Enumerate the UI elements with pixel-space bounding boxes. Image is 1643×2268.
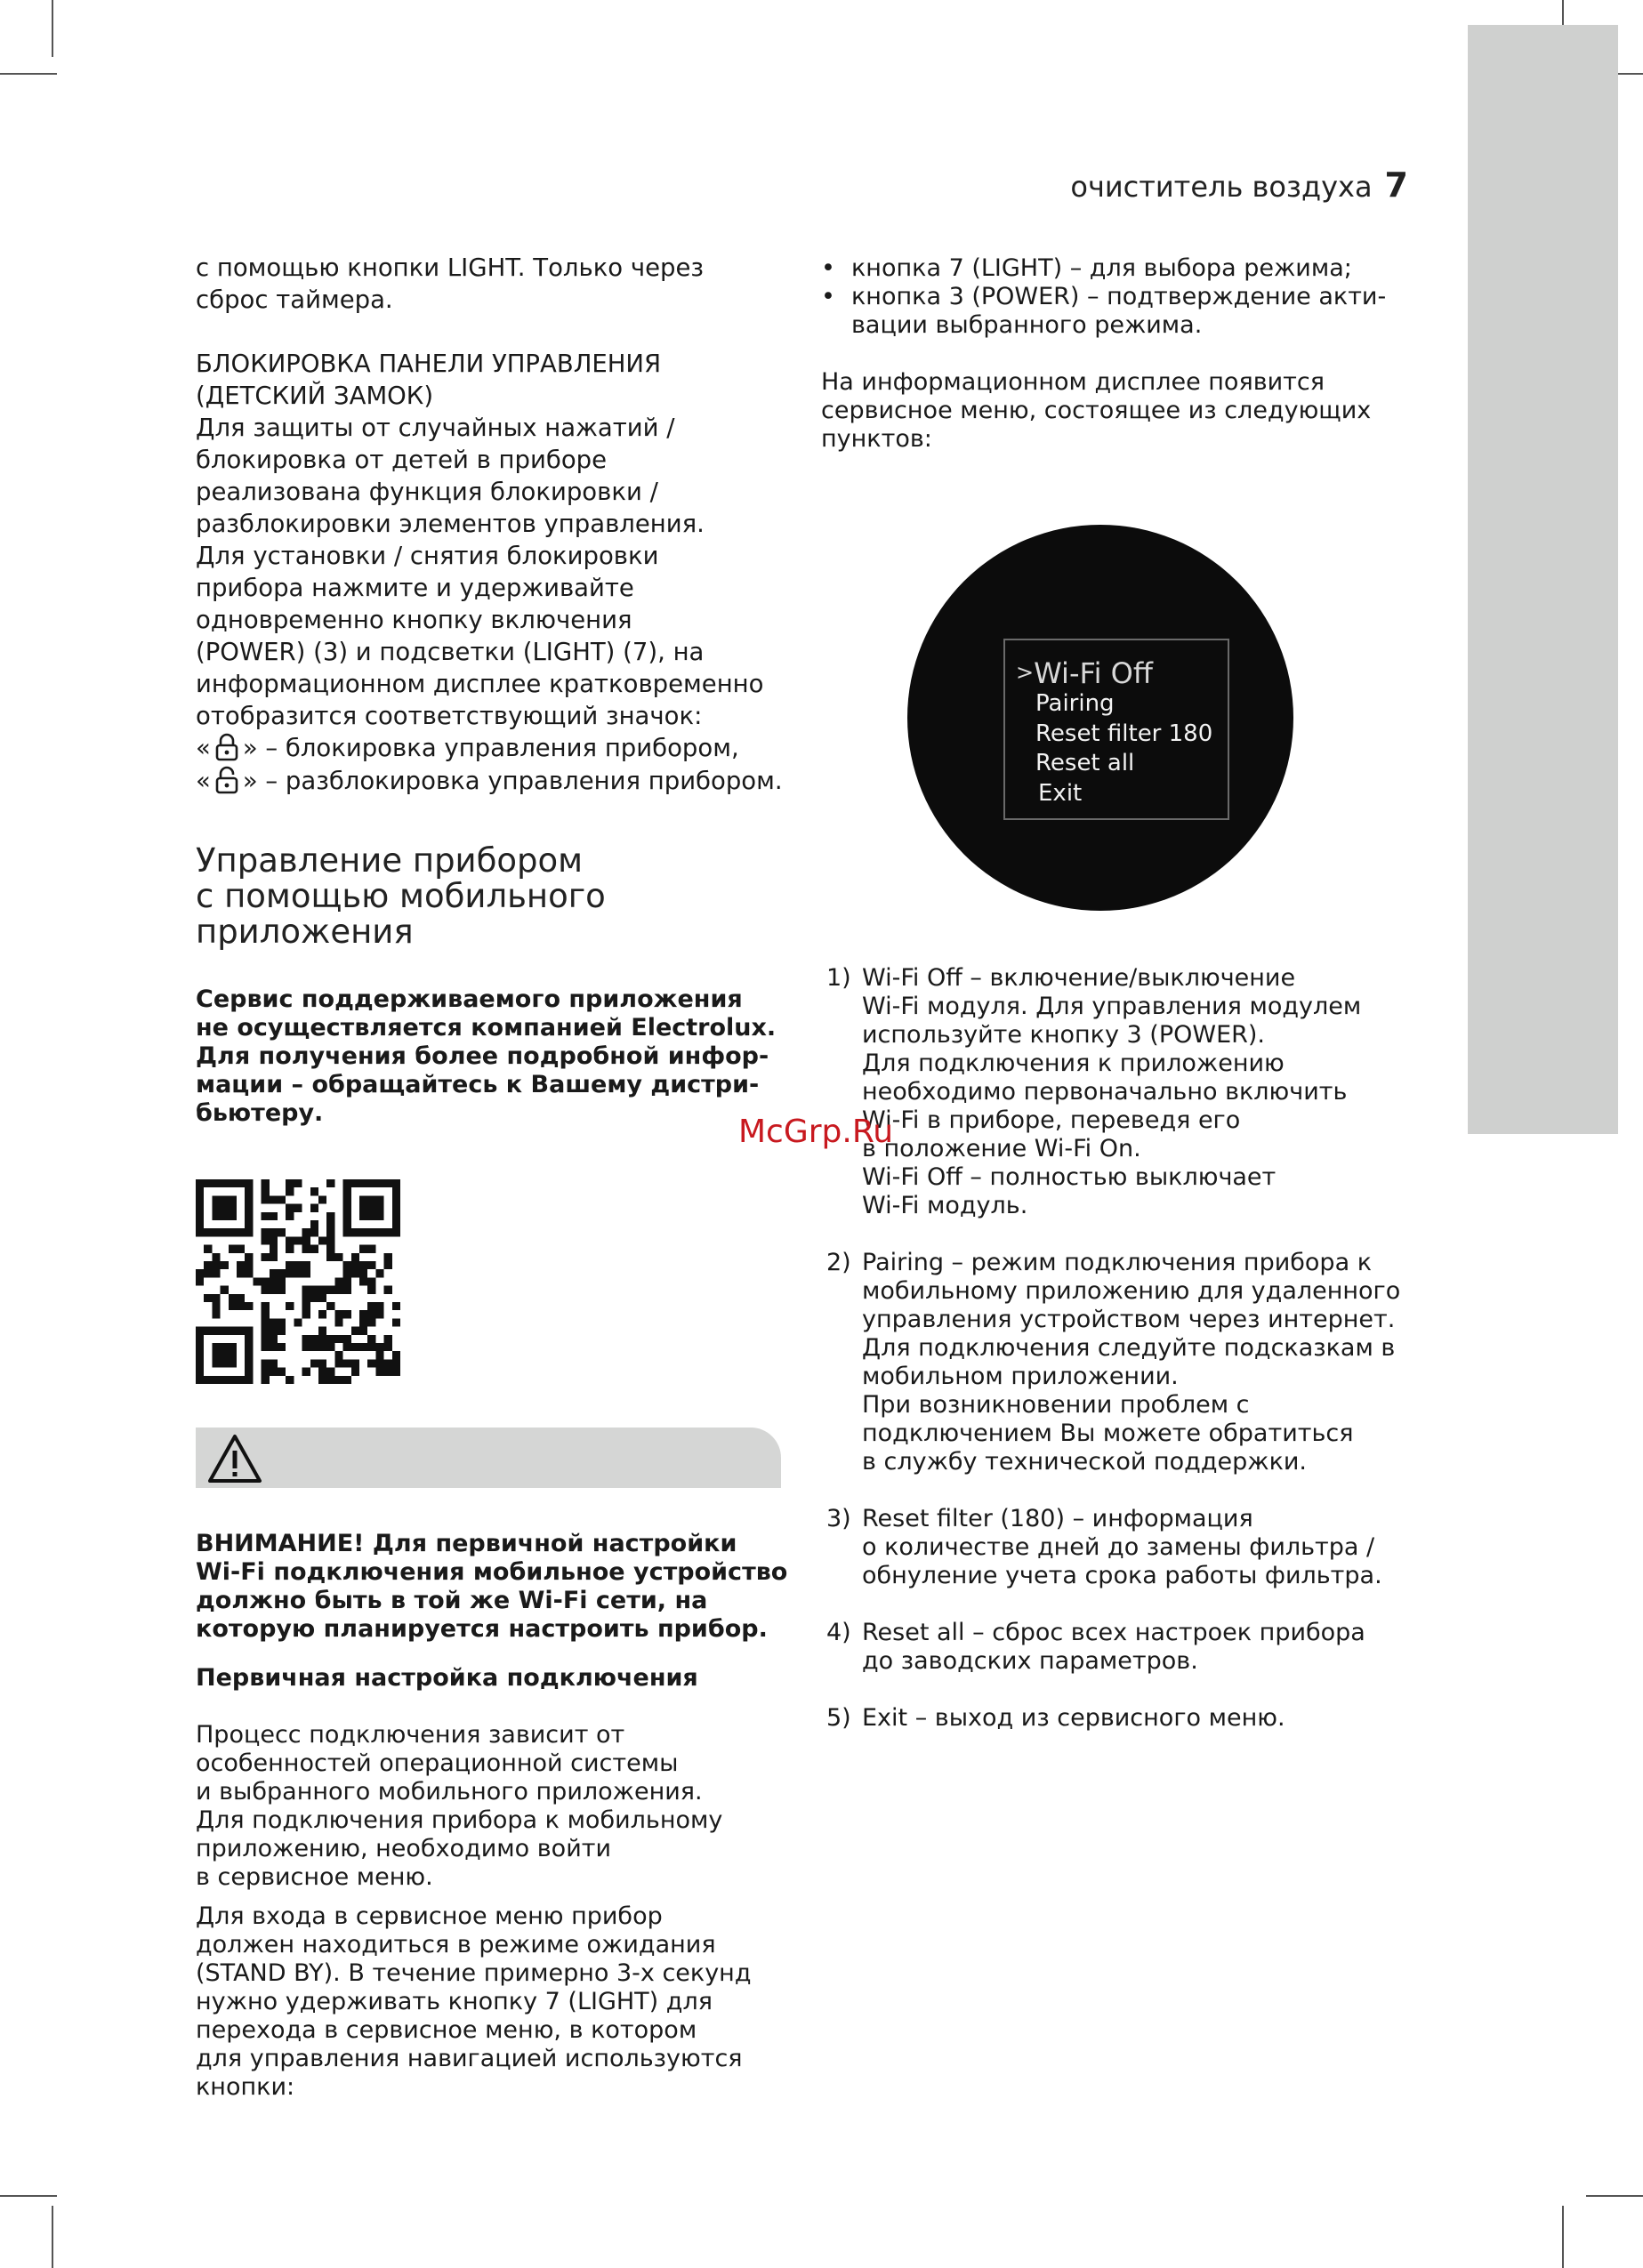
- list-item: • кнопка 7 (LIGHT) – для выбора режима;: [821, 254, 1426, 283]
- menu-item: Reset all: [1035, 750, 1135, 776]
- crop-mark: [0, 73, 57, 75]
- service-menu-display: [1003, 639, 1229, 820]
- crop-mark: [1586, 2195, 1643, 2197]
- crop-mark: [0, 2195, 57, 2197]
- menu-selected: >Wi-Fi Off: [1016, 656, 1153, 690]
- button-list: [821, 254, 1426, 340]
- list-item: 5) Exit – выход из сервисного меню.: [826, 1704, 1285, 1732]
- menu-item: Reset filter 180: [1035, 720, 1213, 747]
- setup-paragraph-1: Процесс подключения зависит от особенностей операционной системы и выбранного мобильного приложения. Для подключения прибора к мобильному приложению, необходимо войти в сервисное меню.: [196, 1721, 723, 1891]
- lock-item: « » – блокировка управления прибором,: [196, 732, 792, 769]
- watermark: McGrp.Ru: [738, 1114, 894, 1150]
- lock-closed-icon: [214, 733, 239, 769]
- warning-bar: [196, 1428, 781, 1488]
- setup-paragraph-2: Для входа в сервисное меню прибор должен находиться в режиме ожидания (STAND BY). В течение примерно 3-х секунд нужно удерживать кнопку 7 (LIGHT) для перехода в сервисное меню, в котором для управления навигацией используются кнопки:: [196, 1902, 752, 2101]
- menu-description-list: [823, 964, 1446, 1761]
- setup-heading: Первичная настройка подключения: [196, 1664, 698, 1692]
- menu-item: Exit: [1038, 780, 1083, 807]
- lock-open-icon: [214, 766, 239, 802]
- lock-body: Для защиты от случайных нажатий / блокировка от детей в приборе реализована функция блокировки / разблокировки элементов управления. Для установки / снятия блокировки прибора нажмите и удерживайте одновременно кнопку включения (POWER) (3) и подсветки (LIGHT) (7), на информационном дисплее кратковременно отобразится соответствующий значок:: [196, 414, 764, 730]
- warning-icon: [206, 1433, 263, 1484]
- crop-mark: [52, 0, 53, 57]
- unlock-item: « » – разблокировка управления прибором.: [196, 765, 792, 802]
- list-item: 4) Reset all – сброс всех настроек прибора до заводских параметров.: [826, 1619, 1365, 1675]
- crop-mark: [52, 2206, 53, 2268]
- side-tab: [1468, 25, 1618, 1134]
- list-item: 2) Pairing – режим подключения прибора к мобильному приложению для удаленного управления устройством через интернет. Для подключения следуйте подсказкам в мобильном приложении. При возникновении проблем с подключением Вы можете обратиться в службу технической поддержки.: [826, 1249, 1401, 1476]
- page-title: очиститель воздуха: [1070, 170, 1373, 204]
- qr-code: [196, 1179, 400, 1384]
- section-heading: Управление прибором с помощью мобильного приложения: [196, 841, 606, 951]
- page-number: 7: [1384, 165, 1408, 205]
- crop-mark: [1562, 2206, 1564, 2268]
- list-item: 3) Reset filter (180) – информация о количестве дней до замены фильтра / обнуление учета срока работы фильтра.: [826, 1505, 1382, 1589]
- warning-text: ВНИМАНИЕ! Для первичной настройки Wi-Fi подключения мобильное устройство должно быть в той же Wi-Fi сети, на которую планируется настроить прибор.: [196, 1530, 788, 1643]
- list-item: 1) Wi-Fi Off – включение/выключение Wi-Fi модуля. Для управления модулем используйте кнопку 3 (POWER). Для подключения к приложению необходимо первоначально включить Wi-Fi в приборе, переведя его в положение Wi-Fi On. Wi-Fi Off – полностью выключает Wi-Fi модуль.: [826, 964, 1362, 1219]
- page-header: [1070, 165, 1408, 205]
- list-item: • кнопка 3 (POWER) – подтверждение акти- вации выбранного режима.: [821, 283, 1426, 340]
- lock-heading: БЛОКИРОВКА ПАНЕЛИ УПРАВЛЕНИЯ (ДЕТСКИЙ ЗАМОК): [196, 350, 662, 410]
- service-note: Сервис поддерживаемого приложения не осуществляется компанией Electrolux. Для получения более подробной инфор- мации – обращайтесь к Вашему дистри- бьютеру.: [196, 985, 777, 1127]
- menu-item: Pairing: [1035, 690, 1115, 717]
- intro-text: с помощью кнопки LIGHT. Только через сброс таймера.: [196, 253, 705, 314]
- display-intro: На информационном дисплее появится сервисное меню, состоящее из следующих пунктов:: [821, 368, 1372, 453]
